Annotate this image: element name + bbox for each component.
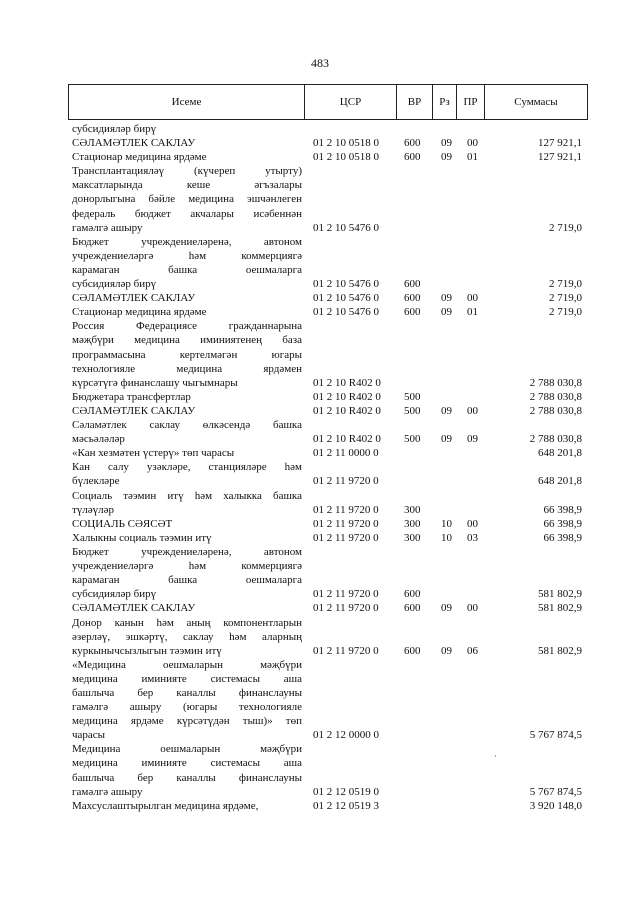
row-sum: 2 788 030,8 (529, 433, 582, 446)
row-pr: 01 (467, 151, 478, 164)
table-row (0, 150, 640, 164)
row-name (72, 319, 302, 389)
row-name-line: Социаль тәэмин итү һәм халыкка башка (72, 489, 302, 502)
row-name-line: учреждениеләргә һәм коммерциягә (72, 249, 302, 262)
table-row (0, 517, 640, 531)
row-rz: 09 (441, 433, 452, 446)
row-pr: 00 (467, 137, 478, 150)
row-csr: 01 2 11 0000 0 (313, 447, 379, 460)
row-name-line: Кан салу узәкләре, станцияләре һәм (72, 461, 302, 474)
row-name-line: мәсьәләләр (72, 433, 125, 446)
header-rz: Рз (433, 85, 457, 119)
row-name (72, 531, 302, 545)
row-name-line: Халыкны социаль тәэмин итү (72, 531, 212, 544)
table-row (0, 418, 640, 446)
table-row (0, 291, 640, 305)
row-name-line: СӘЛАМӘТЛЕК САКЛАУ (72, 137, 196, 150)
row-vr: 600 (404, 292, 421, 305)
row-sum: 66 398,9 (543, 503, 582, 516)
header-pr: ПР (457, 85, 485, 119)
row-csr: 01 2 10 R402 0 (313, 433, 381, 446)
row-sum: 127 921,1 (538, 137, 582, 150)
table-row (0, 742, 640, 798)
row-name-line: Стационар медицина ярдәме (72, 151, 207, 164)
row-vr: 500 (404, 433, 421, 446)
table-row (0, 489, 640, 517)
row-name-line: Сәламәтлек саклау өлкәсендә башка (72, 419, 302, 432)
row-name (72, 122, 302, 136)
row-rz: 09 (441, 405, 452, 417)
row-name (72, 404, 302, 418)
row-name (72, 418, 302, 446)
row-sum: 66 398,9 (543, 517, 582, 530)
table-header (68, 84, 588, 120)
row-name (72, 150, 302, 164)
row-rz: 09 (441, 306, 452, 319)
row-csr: 01 2 10 5476 0 (313, 292, 379, 305)
row-vr: 600 (404, 151, 421, 164)
table-row (0, 601, 640, 615)
row-csr: 01 2 12 0000 0 (313, 729, 379, 742)
row-name-line: Медицина оешмаларын мәҗбүри (72, 743, 302, 756)
row-pr: 03 (467, 531, 478, 544)
table-row (0, 164, 640, 235)
row-pr: 00 (467, 517, 478, 530)
header-csr: ЦСР (305, 85, 397, 119)
row-csr: 01 2 11 9720 0 (313, 588, 379, 601)
row-name-line: медицина ярдәме күрсәтүдән тыш)» төп (72, 715, 302, 728)
row-rz: 10 (441, 517, 452, 530)
row-name (72, 460, 302, 488)
row-sum: 581 802,9 (538, 644, 582, 657)
row-rz: 09 (441, 151, 452, 164)
row-rz: 09 (441, 602, 452, 615)
row-name-line: Бюджетара трансфертлар (72, 390, 191, 403)
row-name (72, 517, 302, 531)
row-csr: 01 2 11 9720 0 (313, 644, 379, 657)
row-sum: 581 802,9 (538, 588, 582, 601)
row-name-line: «Медицина оешмаларын мәҗбүри (72, 658, 302, 671)
row-vr: 300 (404, 531, 421, 544)
row-name (72, 446, 302, 460)
row-name-line: медицина иминияте системасы аша (72, 672, 302, 685)
table-row (0, 531, 640, 545)
row-vr: 500 (404, 390, 421, 403)
row-pr: 00 (467, 602, 478, 615)
row-vr: 600 (404, 602, 421, 615)
row-name-line: башлыча бер каналлы финанслауны (72, 771, 302, 784)
table-row (0, 305, 640, 319)
row-rz: 10 (441, 531, 452, 544)
row-name (72, 545, 302, 601)
row-pr: 00 (467, 405, 478, 417)
table-row (0, 122, 640, 136)
row-name-line: федераль бюджет акчалары исәбеннән (72, 207, 302, 220)
row-csr: 01 2 12 0519 3 (313, 799, 379, 812)
row-name (72, 235, 302, 291)
row-name-line: гамәлгә ашыру (72, 785, 143, 798)
row-name-line: Стационар медицина ярдәме (72, 306, 207, 319)
row-sum: 2 719,0 (549, 306, 582, 319)
table-row (0, 235, 640, 291)
row-sum: 2 719,0 (549, 221, 582, 234)
row-csr: 01 2 10 0518 0 (313, 137, 379, 150)
row-name-line: СОЦИАЛЬ СӘЯСӘТ (72, 517, 173, 530)
table-row (0, 319, 640, 390)
header-vr: ВР (397, 85, 433, 119)
row-pr: 09 (467, 433, 478, 446)
row-name (72, 658, 302, 743)
row-vr: 600 (404, 644, 421, 657)
row-name-line: медицина иминияте системасы аша (72, 757, 302, 770)
row-vr: 600 (404, 278, 421, 291)
row-sum: 648 201,8 (538, 475, 582, 488)
row-name-line: СӘЛАМӘТЛЕК САКЛАУ (72, 405, 196, 417)
row-name-line: куркынычсызлыгын тәэмин итү (72, 644, 222, 657)
row-name-line: карамаган башка оешмаларга (72, 263, 302, 276)
page-number: 483 (311, 56, 329, 70)
row-name-line: учреждениеләргә һәм коммерциягә (72, 560, 302, 573)
row-csr: 01 2 11 9720 0 (313, 517, 379, 530)
row-vr: 600 (404, 588, 421, 601)
row-sum: 5 767 874,5 (529, 785, 582, 798)
row-vr: 300 (404, 503, 421, 516)
row-name (72, 136, 302, 150)
row-name-line: субсидияләр бирү (72, 123, 157, 135)
row-vr: 300 (404, 517, 421, 530)
row-vr: 500 (404, 405, 421, 417)
row-csr: 01 2 12 0519 0 (313, 785, 379, 798)
row-csr: 01 2 10 R402 0 (313, 376, 381, 389)
table-row (0, 390, 640, 404)
row-csr: 01 2 11 9720 0 (313, 602, 379, 615)
row-sum: 581 802,9 (538, 602, 582, 615)
row-rz: 09 (441, 292, 452, 305)
row-name-line: технологияле медицина ярдәмен (72, 362, 302, 375)
row-csr: 01 2 11 9720 0 (313, 475, 379, 488)
row-name-line: түләүләр (72, 503, 115, 516)
row-csr: 01 2 11 9720 0 (313, 531, 379, 544)
row-name-line: мәҗбүри медицина иминиятенең база (72, 334, 302, 347)
row-csr: 01 2 10 5476 0 (313, 306, 379, 319)
row-name-line: күрсәтүгә финанслашу чыгымнары (72, 376, 238, 389)
row-pr: 00 (467, 292, 478, 305)
row-name-line: гамәлгә ашыру (72, 221, 143, 234)
row-name-line: СӘЛАМӘТЛЕК САКЛАУ (72, 292, 196, 305)
table-row (0, 446, 640, 460)
row-vr: 600 (404, 306, 421, 319)
row-sum: 66 398,9 (543, 531, 582, 544)
row-csr: 01 2 10 5476 0 (313, 221, 379, 234)
table-row (0, 460, 640, 488)
row-pr: 06 (467, 644, 478, 657)
row-csr: 01 2 10 R402 0 (313, 405, 381, 417)
stray-mark: · (494, 752, 497, 761)
row-name-line: СӘЛАМӘТЛЕК САКЛАУ (72, 602, 196, 615)
row-name-line: субсидияләр бирү (72, 278, 157, 291)
row-name-line: программасына кертелмәгән югары (72, 348, 302, 361)
row-name (72, 164, 302, 234)
row-name (72, 799, 302, 813)
row-csr: 01 2 10 0518 0 (313, 151, 379, 164)
row-rz: 09 (441, 644, 452, 657)
header-sum: Суммасы (514, 96, 558, 108)
row-name (72, 489, 302, 517)
row-name-line: гамәлгә ашыру (югары технологияле (72, 701, 302, 714)
row-sum: 127 921,1 (538, 151, 582, 164)
row-vr: 600 (404, 137, 421, 150)
row-name-line: бүлекләре (72, 475, 120, 488)
row-pr: 01 (467, 306, 478, 319)
row-sum: 3 920 148,0 (529, 799, 582, 812)
row-sum: 2 788 030,8 (529, 405, 582, 417)
row-name (72, 616, 302, 658)
row-name-line: Россия Федерациясе гражданнарына (72, 320, 302, 333)
row-name-line: чарасы (72, 729, 106, 742)
row-name-line: донорлыгына бәйле медицина эшчәнлеген (72, 193, 302, 206)
row-name-line: Бюджет учреждениеләренә, автоном (72, 546, 302, 558)
row-name-line: Бюджет учреждениеләренә, автоном (72, 235, 302, 248)
row-name-line: әзерләү, эшкәртү, саклау һәм аларның (72, 630, 302, 643)
row-csr: 01 2 11 9720 0 (313, 503, 379, 516)
row-sum: 648 201,8 (538, 447, 582, 460)
row-name (72, 305, 302, 319)
row-sum: 2 719,0 (549, 278, 582, 291)
row-name-line: «Кан хезмәтен үстерү» төп чарасы (72, 447, 235, 460)
row-rz: 09 (441, 137, 452, 150)
row-sum: 2 788 030,8 (529, 390, 582, 403)
row-name-line: башлыча бер каналлы финанслауны (72, 686, 302, 699)
row-name-line: Донор канын һәм аның компонентларын (72, 616, 302, 629)
header-name: Исеме (69, 85, 305, 119)
row-csr: 01 2 10 R402 0 (313, 390, 381, 403)
row-name (72, 601, 302, 615)
row-name-line: Трансплантацияләү (күчереп утырту) (72, 165, 302, 178)
table-row (0, 136, 640, 150)
row-sum: 2 788 030,8 (529, 376, 582, 389)
row-name-line: максатларында кеше әгъзалары (72, 179, 302, 192)
row-name (72, 742, 302, 798)
table-row (0, 404, 640, 418)
row-name-line: карамаган башка оешмаларга (72, 574, 302, 587)
row-csr: 01 2 10 5476 0 (313, 278, 379, 291)
row-name (72, 390, 302, 404)
row-sum: 5 767 874,5 (529, 729, 582, 742)
table-row (0, 616, 640, 658)
row-name (72, 291, 302, 305)
row-sum: 2 719,0 (549, 292, 582, 305)
row-name-line: субсидияләр бирү (72, 588, 157, 601)
row-name-line: Махсуслаштырылган медицина ярдәме, (72, 799, 259, 812)
table-row (0, 658, 640, 743)
table-row (0, 799, 640, 813)
table-row (0, 545, 640, 601)
